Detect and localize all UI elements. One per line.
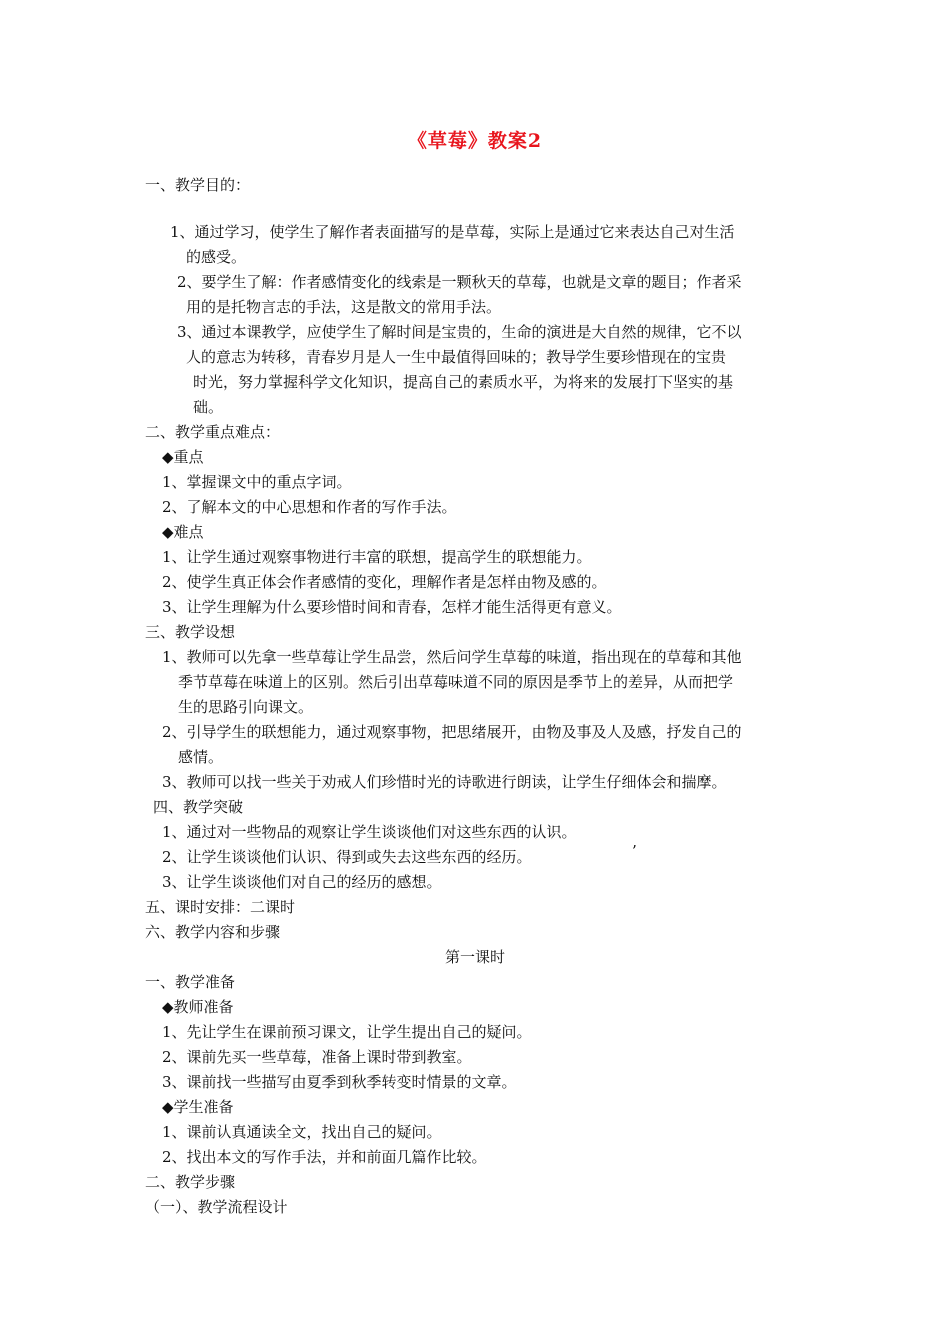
difficulty-3: 3、让学生理解为什么要珍惜时间和青春，怎样才能生活得更有意义。	[162, 598, 622, 616]
teacher-prep-label: ◆教师准备	[162, 998, 234, 1016]
difficulty-1: 1、让学生通过观察事物进行丰富的联想，提高学生的联想能力。	[162, 548, 592, 566]
difficulties-label: ◆难点	[162, 523, 204, 541]
idea-2-line-2: 感情。	[178, 748, 224, 766]
section-heading-content-steps: 六、教学内容和步骤	[145, 923, 281, 941]
difficulty-2: 2、使学生真正体会作者感情的变化，理解作者是怎样由物及感的。	[162, 573, 607, 591]
section-heading-key-points: 二、教学重点难点：	[145, 423, 281, 441]
idea-1-line-2: 季节草莓在味道上的区别。然后引出草莓味道不同的原因是季节上的差异，从而把学	[178, 673, 734, 691]
teacher-prep-1: 1、先让学生在课前预习课文，让学生提出自己的疑问。	[162, 1023, 532, 1041]
section-heading-breakthrough: 四、教学突破	[153, 798, 244, 816]
key-point-2: 2、了解本文的中心思想和作者的写作手法。	[162, 498, 457, 516]
breakthrough-3: 3、让学生谈谈他们对自己的经历的感想。	[162, 873, 442, 891]
idea-1-line-1: 1、教师可以先拿一些草莓让学生品尝，然后问学生草莓的味道，指出现在的草莓和其他	[162, 648, 742, 666]
objective-1-line-1: 1、通过学习，使学生了解作者表面描写的是草莓，实际上是通过它来表达自己对生活	[170, 223, 735, 241]
idea-2-line-1: 2、引导学生的联想能力，通过观察事物，把思绪展开，由物及事及人及感，抒发自己的	[162, 723, 742, 741]
section-heading-objectives: 一、教学目的：	[145, 176, 251, 194]
objective-2-line-2: 用的是托物言志的手法，这是散文的常用手法。	[186, 298, 502, 316]
idea-1-line-3: 生的思路引向课文。	[178, 698, 314, 716]
objective-1-line-2: 的感受。	[186, 248, 247, 266]
objective-3-line-3: 时光，努力掌握科学文化知识，提高自己的素质水平，为将来的发展打下坚实的基	[193, 373, 734, 391]
breakthrough-2: 2、让学生谈谈他们认识、得到或失去这些东西的经历。	[162, 848, 532, 866]
teacher-prep-3: 3、课前找一些描写由夏季到秋季转变时情景的文章。	[162, 1073, 517, 1091]
objective-3-line-4: 础。	[193, 398, 224, 416]
student-prep-2: 2、找出本文的写作手法，并和前面几篇作比较。	[162, 1148, 487, 1166]
section-heading-teaching-ideas: 三、教学设想	[145, 623, 236, 641]
document-title: 《草莓》教案2	[407, 130, 543, 152]
key-point-1: 1、掌握课文中的重点字词。	[162, 473, 352, 491]
idea-3: 3、教师可以找一些关于劝戒人们珍惜时光的诗歌进行朗读，让学生仔细体会和揣摩。	[162, 773, 727, 791]
stray-mark: ’	[632, 842, 637, 860]
section-heading-schedule: 五、课时安排：二课时	[145, 898, 296, 916]
student-prep-label: ◆学生准备	[162, 1098, 234, 1116]
objective-3-line-1: 3、通过本课教学，应使学生了解时间是宝贵的，生命的演进是大自然的规律，它不以	[177, 323, 742, 341]
teacher-prep-2: 2、课前先买一些草莓，准备上课时带到教室。	[162, 1048, 472, 1066]
student-prep-1: 1、课前认真通读全文，找出自己的疑问。	[162, 1123, 442, 1141]
teaching-steps-heading: 二、教学步骤	[145, 1173, 236, 1191]
lesson-title: 第一课时	[444, 948, 505, 966]
objective-3-line-2: 人的意志为转移，青春岁月是人一生中最值得回味的；教导学生要珍惜现在的宝贵	[186, 348, 727, 366]
key-points-label: ◆重点	[162, 448, 204, 466]
preparation-heading: 一、教学准备	[145, 973, 236, 991]
teaching-flow-heading: （一）、教学流程设计	[145, 1198, 288, 1216]
breakthrough-1: 1、通过对一些物品的观察让学生谈谈他们对这些东西的认识。	[162, 823, 577, 841]
objective-2-line-1: 2、要学生了解：作者感情变化的线索是一颗秋天的草莓，也就是文章的题目；作者采	[177, 273, 742, 291]
